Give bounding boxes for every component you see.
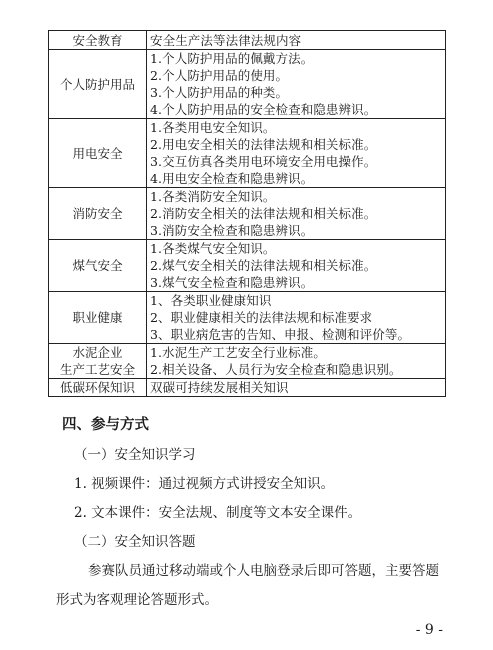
- table-row: [49, 119, 446, 188]
- content-item: 1.各类消防安全知识。: [150, 189, 276, 204]
- list-item-video: 1. 视频课件：通过视频方式讲授安全知识。: [74, 476, 335, 492]
- category-label: 水泥企业: [72, 345, 123, 360]
- safety-content-table: [48, 30, 446, 397]
- page-number: - 9 -: [415, 622, 443, 638]
- category-label: 煤气安全: [72, 258, 123, 273]
- content-item: 4.个人防护用品的安全检查和隐患辨识。: [150, 102, 377, 117]
- table-row: [49, 292, 446, 344]
- category-cell: [49, 119, 147, 188]
- header-content-cell: [147, 31, 446, 50]
- table-row: [49, 344, 446, 379]
- list-item-text: 2. 文本课件：安全法规、制度等文本安全课件。: [74, 505, 362, 521]
- content-cell: [147, 50, 446, 119]
- content-cell: [147, 188, 446, 240]
- content-item: 2.煤气安全相关的法律法规和相关标准。: [150, 258, 377, 273]
- category-label: 生产工艺安全: [59, 362, 135, 377]
- category-label: 职业健康: [72, 310, 123, 325]
- paragraph-line-2: 形式为客观理论答题形式。: [56, 592, 218, 608]
- content-item: 4.用电安全检查和隐患辨识。: [150, 171, 314, 186]
- content-cell: [147, 379, 446, 397]
- category-cell: [49, 240, 147, 292]
- content-item: 1.各类用电安全知识。: [150, 120, 276, 135]
- content-cell: [147, 119, 446, 188]
- header-category-cell: [49, 31, 147, 50]
- category-cell: [49, 344, 147, 379]
- paragraph-line-1: 参赛队员通过移动端或个人电脑登录后即可答题，主要答题: [88, 563, 439, 579]
- content-cell: [147, 240, 446, 292]
- content-item: 2.消防安全相关的法律法规和相关标准。: [150, 206, 377, 221]
- category-cell: [49, 188, 147, 240]
- category-label: 消防安全: [72, 206, 123, 221]
- header-content-text: 安全生产法等法律法规内容: [150, 32, 302, 48]
- content-cell: [147, 344, 446, 379]
- category-label: 个人防护用品: [59, 76, 135, 92]
- table-row: [49, 188, 446, 240]
- subsection-heading-2: （二）安全知识答题: [74, 534, 196, 550]
- content-item: 3.消防安全检查和隐患辨识。: [150, 223, 314, 238]
- table-header-row: [49, 31, 446, 50]
- content-item: 3.交互仿真各类用电环境安全用电操作。: [150, 154, 377, 169]
- content-item: 1.各类煤气安全知识。: [150, 241, 276, 256]
- category-cell: [49, 50, 147, 119]
- content-item: 2.相关设备、人员行为安全检查和隐患识别。: [150, 362, 402, 377]
- category-cell: [49, 292, 147, 344]
- content-item: 1.水泥生产工艺安全行业标准。: [150, 345, 326, 360]
- content-item: 3、职业病危害的告知、申报、检测和评价等。: [150, 327, 411, 342]
- content-cell: [147, 292, 446, 344]
- content-item: 双碳可持续发展相关知识: [150, 380, 289, 395]
- header-category-text: 安全教育: [72, 32, 123, 48]
- content-item: 1.个人防护用品的佩戴方法。: [150, 51, 314, 66]
- content-item: 3.煤气安全检查和隐患辨识。: [150, 275, 314, 290]
- table-row: [49, 50, 446, 119]
- content-item: 2.个人防护用品的使用。: [150, 68, 289, 83]
- content-item: 2、职业健康相关的法律法规和标准要求: [150, 310, 373, 325]
- content-item: 1、各类职业健康知识: [150, 293, 272, 308]
- table-row: [49, 240, 446, 292]
- content-item: 2.用电安全相关的法律法规和相关标准。: [150, 137, 377, 152]
- table-row: [49, 379, 446, 397]
- category-label: 低碳环保知识: [59, 380, 135, 395]
- content-item: 3.个人防护用品的种类。: [150, 85, 289, 100]
- subsection-heading-1: （一）安全知识学习: [74, 447, 196, 463]
- category-cell: [49, 379, 147, 397]
- category-label: 用电安全: [72, 145, 123, 161]
- section-title: 四、参与方式: [62, 416, 149, 433]
